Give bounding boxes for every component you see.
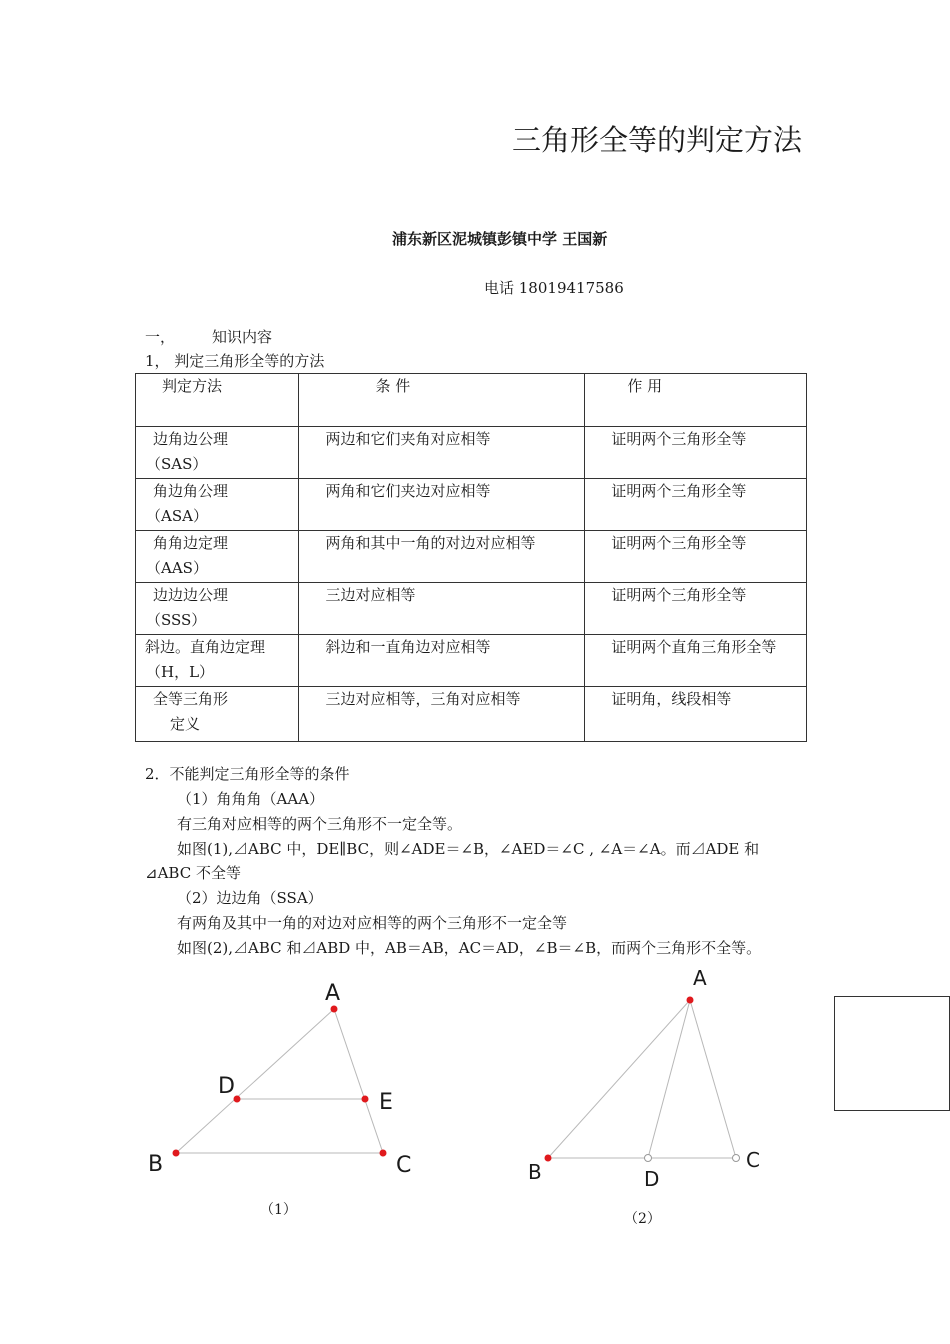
label-C: C [396, 1153, 412, 1178]
method-name: 边边边公理 [153, 586, 229, 604]
table-row [136, 427, 807, 479]
table-row [136, 687, 807, 742]
header-use: 作 用 [585, 374, 807, 427]
use-cell: 证明两个三角形全等 [585, 583, 807, 635]
condition-cell: 两角和它们夹边对应相等 [299, 479, 585, 531]
method-cell [136, 531, 299, 583]
ssa-text: 有两角及其中一角的对边对应相等的两个三角形不一定全等 [177, 914, 568, 932]
point-D [645, 1155, 652, 1162]
point-C [380, 1150, 387, 1157]
figure-2-edges [548, 1000, 736, 1158]
condition-cell: 三边对应相等 [299, 583, 585, 635]
edge-AC [690, 1000, 736, 1158]
use-cell: 证明两个三角形全等 [585, 531, 807, 583]
method-name: 斜边。直角边定理 [145, 638, 266, 656]
method-name: 角角边定理 [153, 534, 229, 552]
method-abbrev: （SAS） [146, 455, 208, 473]
methods-table [135, 373, 807, 742]
point-E [362, 1096, 369, 1103]
author-line: 浦东新区泥城镇彭镇中学 王国新 [392, 230, 608, 248]
header-method: 判定方法 [136, 374, 299, 427]
condition-cell: 三边对应相等，三角对应相等 [299, 687, 585, 742]
table-header-row [136, 374, 807, 427]
point-B [173, 1150, 180, 1157]
method-name: 角边角公理 [153, 482, 229, 500]
use-cell: 证明两个三角形全等 [585, 427, 807, 479]
figure-2-diagram [520, 960, 800, 1195]
side-frame-box [834, 996, 950, 1111]
aaa-text: 有三角对应相等的两个三角形不一定全等。 [177, 815, 463, 833]
table-row [136, 479, 807, 531]
point-A [687, 997, 694, 1004]
figure-2-caption: （2） [624, 1211, 661, 1227]
label-E: E [379, 1090, 393, 1115]
subsection-heading-2: 2．不能判定三角形全等的条件 [145, 765, 350, 783]
table-row [136, 531, 807, 583]
edge-AB [176, 1009, 334, 1153]
figure-1-edges [176, 1009, 383, 1153]
method-cell [136, 427, 299, 479]
method-cell [136, 687, 299, 742]
method-abbrev: （ASA） [146, 507, 208, 525]
subsection-heading-1: 1， 判定三角形全等的方法 [145, 352, 325, 370]
label-B: B [528, 1160, 542, 1184]
method-abbrev: （H，L） [146, 663, 215, 681]
label-D: D [218, 1074, 235, 1099]
figure-1-diagram [130, 975, 430, 1185]
use-cell: 证明角，线段相等 [585, 687, 807, 742]
section-heading: 知识内容 [212, 328, 273, 346]
point-A [331, 1006, 338, 1013]
point-C [733, 1155, 740, 1162]
aaa-title: （1）角角角（AAA） [177, 790, 325, 808]
label-A: A [693, 966, 707, 990]
aaa-example-continued: ⊿ABC 不全等 [145, 864, 241, 882]
label-D: D [644, 1167, 660, 1191]
method-abbrev: 定义 [170, 715, 201, 733]
method-abbrev: （SSS） [146, 611, 207, 629]
aaa-example: 如图(1),⊿ABC 中，DE∥BC，则∠ADE＝∠B，∠AED＝∠C , ∠A＝∠A。而⊿ADE 和 [177, 840, 760, 858]
method-cell [136, 635, 299, 687]
phone-line: 电话 18019417586 [484, 279, 624, 297]
use-cell: 证明两个三角形全等 [585, 479, 807, 531]
label-A: A [325, 981, 341, 1006]
table-row [136, 583, 807, 635]
figure-1-caption: （1） [260, 1202, 297, 1218]
condition-cell: 两边和它们夹角对应相等 [299, 427, 585, 479]
point-B [545, 1155, 552, 1162]
label-C: C [746, 1148, 760, 1172]
condition-cell: 两角和其中一角的对边对应相等 [299, 531, 585, 583]
edge-AC [334, 1009, 383, 1153]
method-abbrev: （AAS） [146, 559, 208, 577]
method-cell [136, 583, 299, 635]
method-name: 边角边公理 [153, 430, 229, 448]
condition-cell: 斜边和一直角边对应相等 [299, 635, 585, 687]
header-condition: 条 件 [299, 374, 585, 427]
section-number: 一， [145, 328, 176, 346]
page-title: 三角形全等的判定方法 [512, 123, 803, 157]
method-name: 全等三角形 [153, 690, 229, 708]
ssa-title: （2）边边角（SSA） [177, 889, 323, 907]
table-row [136, 635, 807, 687]
ssa-example: 如图(2),⊿ABC 和⊿ABD 中，AB＝AB，AC＝AD，∠B＝∠B，而两个三角形不全等。 [177, 939, 762, 957]
use-cell: 证明两个直角三角形全等 [585, 635, 807, 687]
label-B: B [148, 1152, 164, 1177]
method-cell [136, 479, 299, 531]
